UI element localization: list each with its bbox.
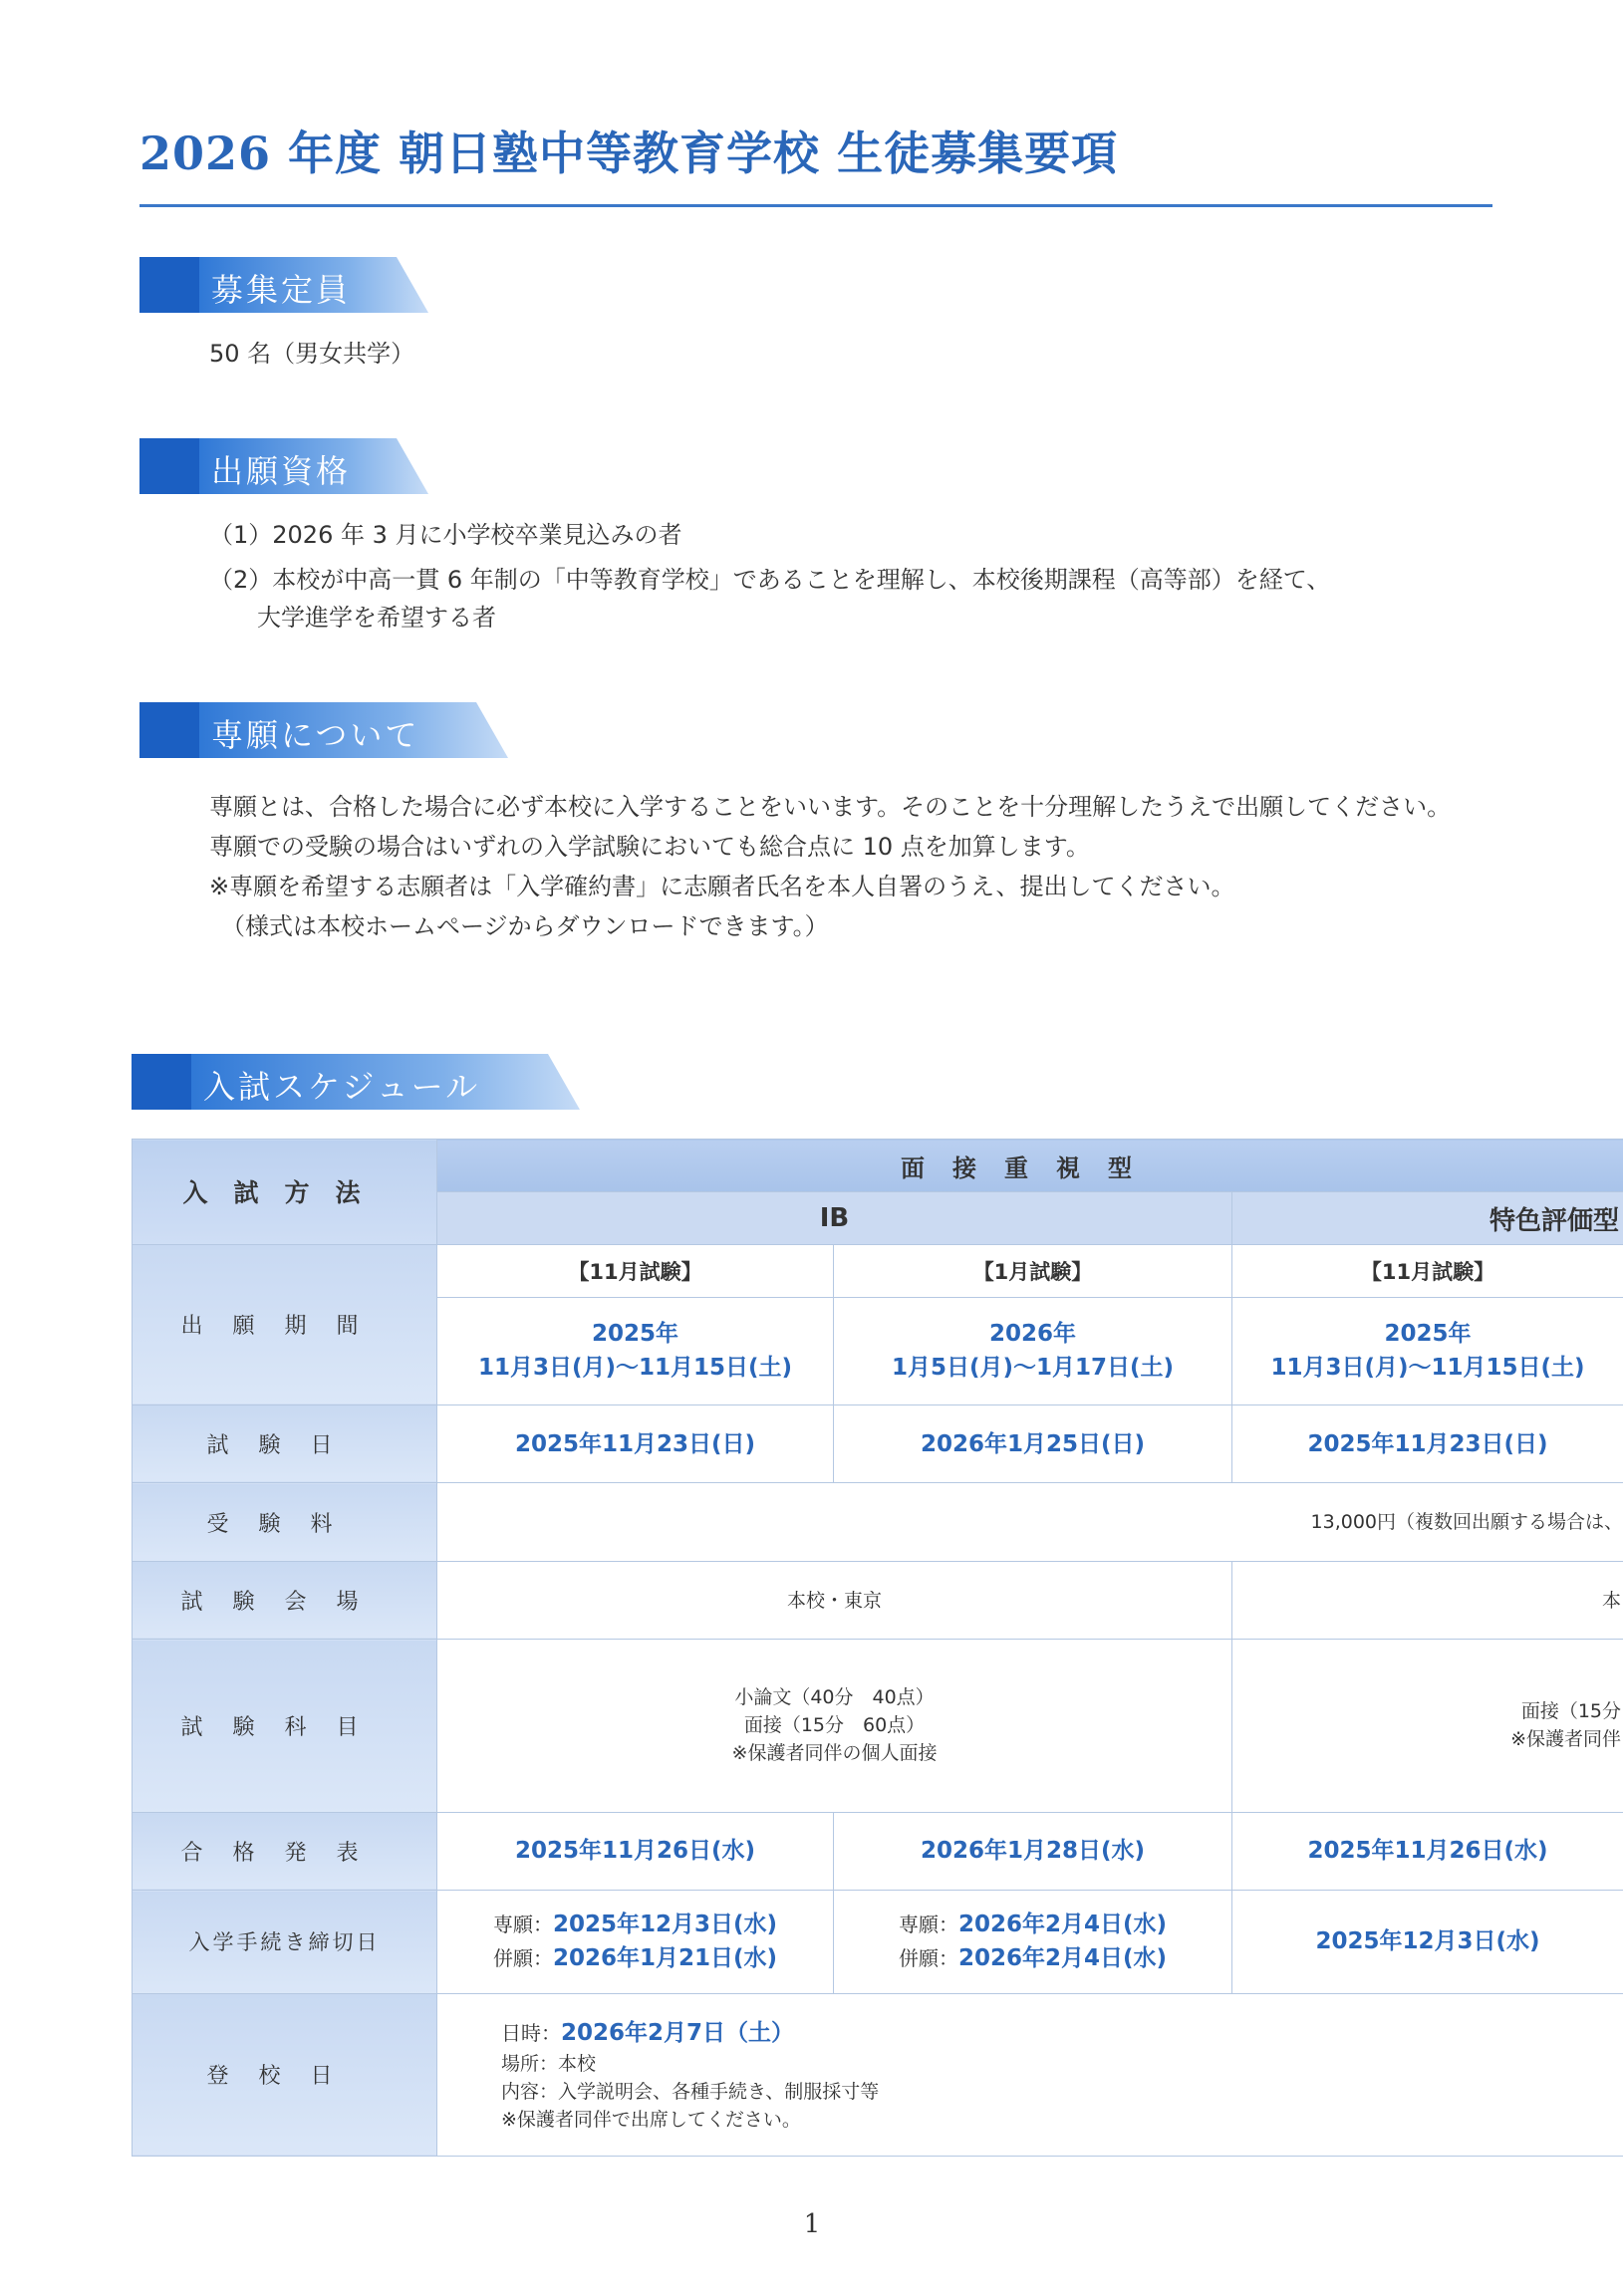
row-label-venue: 試験会場 [133,1561,437,1640]
announcement-ib-nov: 2025年11月26日(水) [437,1812,834,1891]
row-label-application: 出願期間 [133,1244,437,1404]
school-day-date [501,2016,1623,2050]
procedure-ib-nov [437,1891,834,1994]
application-year: 2025年 [1384,1321,1472,1348]
heigan-label: 併願： [492,1946,553,1971]
date-label: 日時： [501,2020,561,2045]
application-range: 1月5日(月)～1月17日(土) [891,1355,1175,1382]
application-range: 11月3日(月)～11月15日(土) [477,1355,793,1382]
eligibility-item-1: （1）2026 年 3 月に小学校卒業見込みの者 [209,521,682,549]
exam-date-tokushoku: 2025年11月23日(日) [1232,1404,1623,1483]
subjects-tokushoku [1232,1640,1623,1812]
exclusive-line-3: ※専願を希望する志願者は「入学確約書」に志願者氏名を本人自署のうえ、提出してください。 [209,873,1235,900]
procedure-tokushoku: 2025年12月3日(水) [1232,1891,1623,1994]
exclusive-line-2: 専願での受験の場合はいずれの入学試験においても総合点に 10 点を加算します。 [209,833,1090,861]
section-heading-exclusive [139,702,508,758]
heading-label: 募集定員 [211,271,352,309]
row-label-procedure: 入学手続き締切日 [133,1891,437,1994]
procedure-ib-jan [834,1891,1232,1994]
subjects-ib [437,1640,1232,1812]
heading-block [139,257,199,313]
schedule-table [132,1139,1623,2157]
exam-date-ib-jan: 2026年1月25日(日) [834,1404,1232,1483]
application-ib-jan [834,1298,1232,1405]
subject-line: 面接（15分 60点） [743,1714,926,1737]
row-label-fee: 受験料 [133,1483,437,1562]
procedure-heigan [834,1941,1231,1975]
exclusive-line-1: 専願とは、合格した場合に必ず本校に入学することをいいます。そのことを十分理解したうえで出願してください。 [209,793,1452,821]
heigan-date: 2026年2月4日(水) [957,1945,1168,1972]
row-label-subjects: 試験科目 [133,1640,437,1812]
row-label-school-day: 登校日 [133,1993,437,2156]
title-rule [139,204,1492,207]
session-ib-nov: 【11月試験】 [437,1244,834,1297]
subject-line: ※保護者同伴の個人面接 [731,1742,938,1765]
sengan-date: 2025年12月3日(水) [552,1912,778,1938]
heading-label: 専願について [211,716,420,754]
section-heading-eligibility [139,438,428,494]
page-title: 2026 年度 朝日塾中等教育学校 生徒募集要項 [139,127,1119,180]
session-ib-jan: 【1月試験】 [834,1244,1232,1297]
heading-label: 入試スケジュール [203,1068,481,1106]
announcement-tokushoku: 2025年11月26日(水) [1232,1812,1623,1891]
venue-tokushoku: 本 [1232,1561,1623,1640]
heading-block [139,438,199,494]
heigan-date: 2026年1月21日(水) [552,1945,778,1972]
heading-block [132,1054,191,1110]
fee-value: 13,000円（複数回出願する場合は、 [437,1483,1623,1562]
section-heading-capacity [139,257,428,313]
application-ib-nov [437,1298,834,1405]
sengan-label: 専願： [492,1913,553,1937]
application-range: 11月3日(月)～11月15日(土) [1270,1355,1585,1382]
date-value: 2026年2月7日（土） [561,2019,795,2046]
heading-label: 出願資格 [211,452,352,490]
subject-line: 小論文（40分 40点） [734,1686,935,1709]
application-year: 2025年 [591,1321,678,1348]
sengan-date: 2026年2月4日(水) [957,1912,1168,1938]
page-number: 1 [803,2209,821,2239]
capacity-text: 50 名（男女共学） [209,340,415,368]
procedure-sengan [437,1908,833,1941]
school-day-note: ※保護者同伴で出席してください。 [501,2108,801,2131]
ib-header: IB [437,1192,1232,1244]
exclusive-line-4: （様式は本校ホームページからダウンロードできます。） [221,912,829,940]
subject-line: 面接（15分 [1520,1700,1621,1723]
eligibility-item-2-cont: 大学進学を希望する者 [257,604,496,632]
subject-line: ※保護者同伴 [1510,1728,1621,1751]
heading-block [139,702,199,758]
school-day-details [437,1993,1623,2156]
sengan-label: 専願： [898,1913,958,1937]
row-label-exam-date: 試験日 [133,1404,437,1483]
announcement-ib-jan: 2026年1月28日(水) [834,1812,1232,1891]
row-label-announcement: 合格発表 [133,1812,437,1891]
exam-date-ib-nov: 2025年11月23日(日) [437,1404,834,1483]
group-header: 面接重視型 [437,1140,1623,1192]
venue-ib: 本校・東京 [437,1561,1232,1640]
method-header: 入試方法 [133,1140,437,1245]
heigan-label: 併願： [898,1946,958,1971]
procedure-heigan [437,1941,833,1975]
school-day-place: 場所：本校 [501,2052,597,2075]
section-heading-schedule [132,1054,580,1110]
eligibility-item-2: （2）本校が中高一貫 6 年制の「中等教育学校」であることを理解し、本校後期課程（高等部）を経て、 [209,566,1331,594]
application-tokushoku-nov [1232,1298,1623,1405]
application-year: 2026年 [988,1321,1076,1348]
procedure-sengan [834,1908,1231,1941]
session-tokushoku-nov: 【11月試験】 [1232,1244,1623,1297]
school-day-content: 内容：入学説明会、各種手続き、制服採寸等 [501,2080,880,2103]
tokushoku-header: 特色評価型 [1232,1192,1623,1244]
